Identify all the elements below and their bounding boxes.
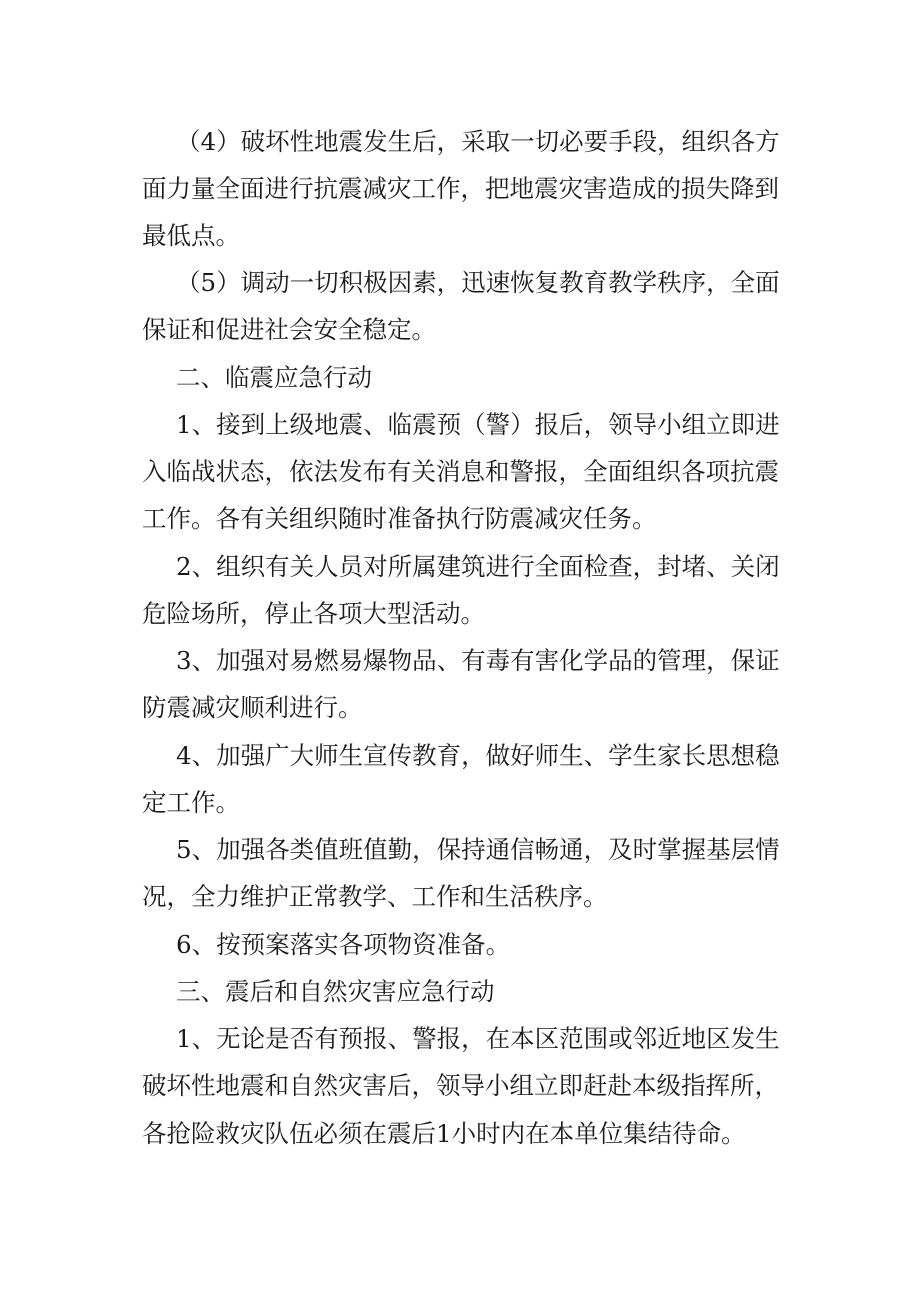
post-quake-item-1-line-1: 1、无论是否有预报、警报，在本区范围或邻近地区发生 <box>176 1024 780 1053</box>
item-4-line-1: 4、加强广大师生宣传教育，做好师生、学生家长思想稳 <box>176 741 780 770</box>
paragraph-4-line-3: 最低点。 <box>142 221 240 250</box>
item-3-line-2: 防震减灾顺利进行。 <box>142 693 363 722</box>
section-heading-3: 三、震后和自然灾害应急行动 <box>176 977 495 1006</box>
item-1-line-3: 工作。各有关组织随时准备执行防震减灾任务。 <box>142 504 657 533</box>
paragraph-5-line-2: 保证和促进社会安全稳定。 <box>142 315 436 344</box>
item-2-line-2: 危险场所，停止各项大型活动。 <box>142 599 485 628</box>
item-3-line-1: 3、加强对易燃易爆物品、有毒有害化学品的管理，保证 <box>176 646 780 675</box>
paragraph-5-line-1: （5）调动一切积极因素，迅速恢复教育教学秩序，全面 <box>176 268 780 297</box>
post-quake-item-1-line-2: 破坏性地震和自然灾害后，领导小组立即赶赴本级指挥所， <box>142 1071 779 1100</box>
post-quake-item-1-line-3: 各抢险救灾队伍必须在震后1小时内在本单位集结待命。 <box>142 1119 746 1148</box>
section-heading-2: 二、临震应急行动 <box>176 363 372 392</box>
item-5-line-1: 5、加强各类值班值勤，保持通信畅通，及时掌握基层情 <box>176 835 780 864</box>
paragraph-4-line-2: 面力量全面进行抗震减灾工作，把地震灾害造成的损失降到 <box>142 174 779 203</box>
item-1-line-2: 入临战状态，依法发布有关消息和警报，全面组织各项抗震 <box>142 457 779 486</box>
item-5-line-2: 况，全力维护正常教学、工作和生活秩序。 <box>142 882 608 911</box>
item-6-line-1: 6、按预案落实各项物资准备。 <box>176 930 511 959</box>
paragraph-4-line-1: （4）破坏性地震发生后，采取一切必要手段，组织各方 <box>176 127 780 156</box>
item-4-line-2: 定工作。 <box>142 788 240 817</box>
item-2-line-1: 2、组织有关人员对所属建筑进行全面检查，封堵、关闭 <box>176 552 780 581</box>
item-1-line-1: 1、接到上级地震、临震预（警）报后，领导小组立即进 <box>176 410 780 439</box>
